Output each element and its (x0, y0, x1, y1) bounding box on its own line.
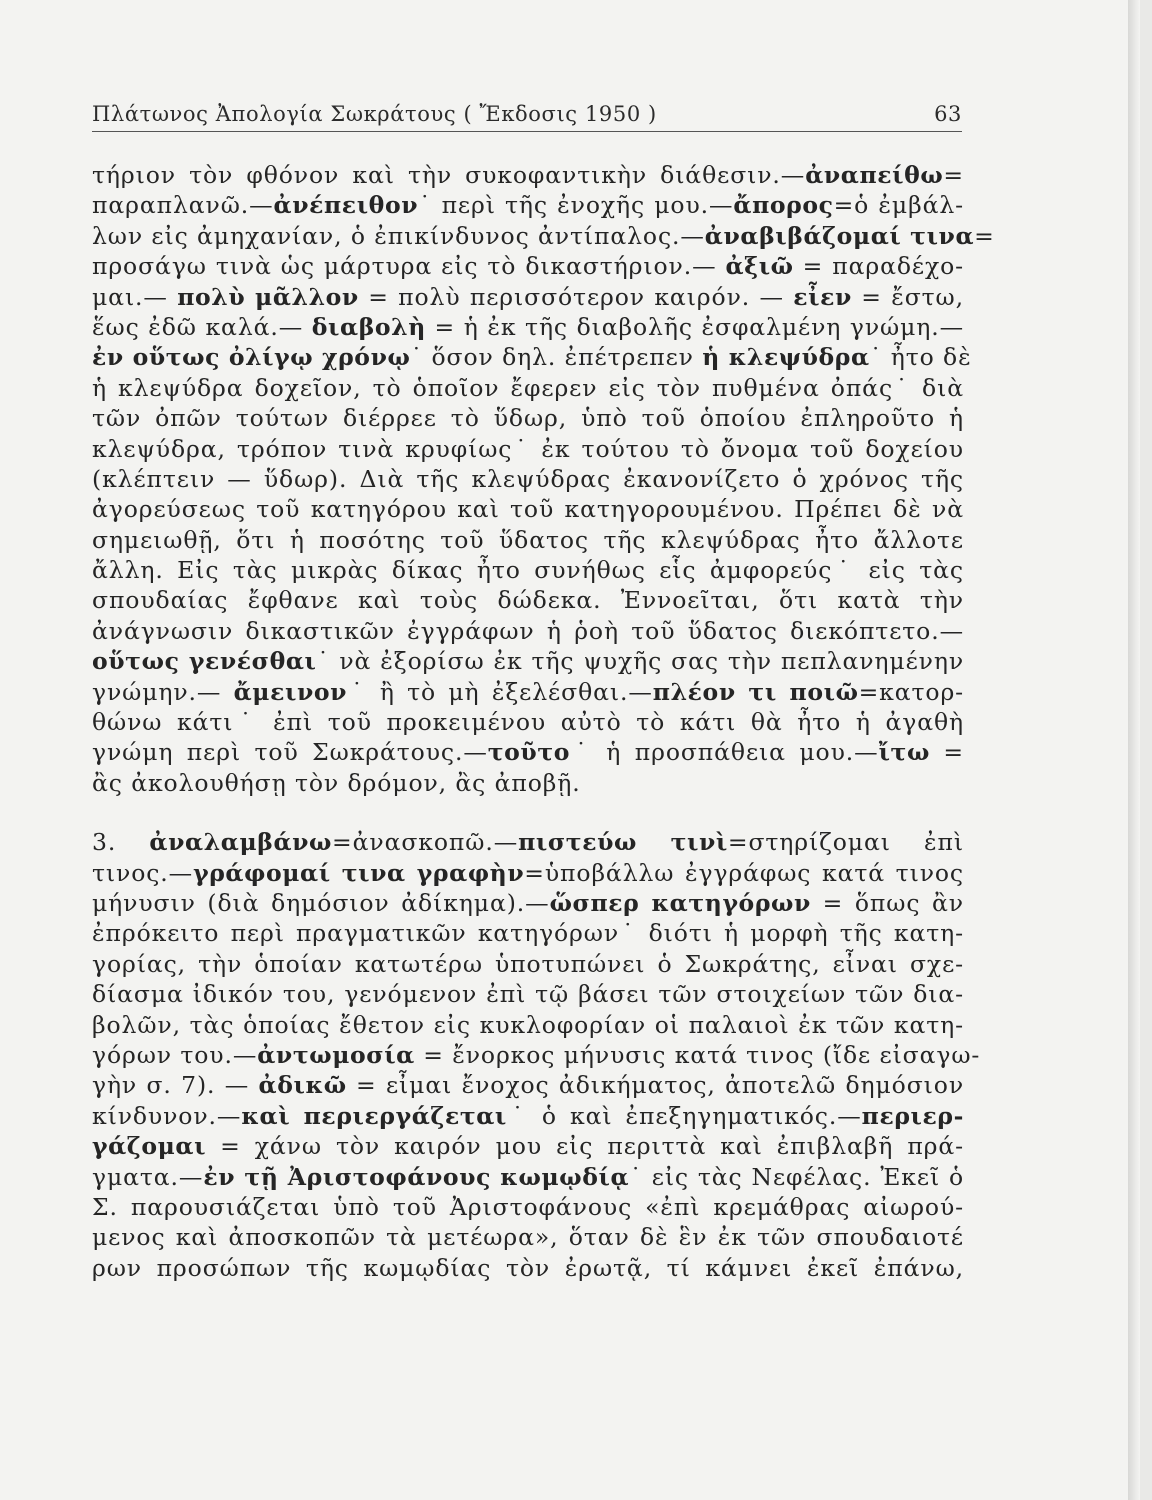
text-line (92, 434, 964, 464)
text-line (92, 1253, 964, 1283)
headword: γάζομαι (92, 1132, 207, 1161)
gloss-text: τήριον τὸν φθόνον καὶ τὴν συκοφαντικὴν διάθεσιν.— (92, 161, 806, 189)
gloss-text: ˙ ὁ καὶ ἐπεξηγηματικός.— (506, 1101, 862, 1130)
gloss-text: =ἀνασκοπῶ.— (332, 828, 519, 857)
text-line (92, 494, 964, 524)
gloss-text: =ὑποβάλλω ἐγγράφως κατά τινος (524, 858, 964, 887)
text-line (92, 251, 964, 281)
headword: ἀναβιβάζομαί τινα (704, 221, 975, 250)
text-line (92, 888, 964, 918)
text-line (92, 858, 964, 888)
gloss-text: ἂς ἀκολουθήσῃ τὸν δρόμον, ἂς ἀποβῇ. (92, 768, 581, 797)
gloss-text: ˙ ὅσον δηλ. ἐπέτρεπεν (410, 343, 703, 372)
text-line (92, 342, 972, 372)
text-line (92, 616, 964, 646)
gloss-text: = εἶμαι ἔνοχος ἀδικήματος, ἀποτελῶ δημόσιον (346, 1071, 964, 1100)
page-number: 63 (934, 102, 962, 126)
gloss-text: ˙ περὶ τῆς ἐνοχῆς μου.— (418, 191, 734, 220)
gloss-text: = ἡ ἐκ τῆς διαβολῆς ἐσφαλμένη γνώμη.— (425, 312, 964, 341)
gloss-text: (κλέπτειν — ὕδωρ). Διὰ τῆς κλεψύδρας ἐκανονίζετο ὁ χρόνος τῆς (92, 464, 964, 493)
text-line (92, 221, 995, 251)
headword: ἀναλαμβάνω (149, 828, 333, 857)
gloss-text: = (943, 161, 964, 189)
text-line (92, 585, 964, 615)
gloss-text: γνώμην.— (92, 677, 234, 706)
gloss-text: ἕως ἐδῶ καλά.— (92, 312, 312, 341)
text-line (92, 1040, 981, 1070)
text-line (92, 949, 964, 979)
text-line (92, 1101, 964, 1131)
headword: ἀντωμοσία (257, 1040, 415, 1069)
text-line (92, 768, 964, 798)
gloss-text: = παραδέχο- (793, 252, 964, 281)
headword: ἡ κλεψύδρα (702, 343, 870, 372)
gloss-text: ἐπρόκειτο περὶ πραγματικῶν κατηγόρων˙ διότι ἡ μορφὴ τῆς κατη- (92, 919, 964, 948)
gloss-text: γόρων του.— (92, 1040, 258, 1069)
text-line (92, 707, 964, 737)
gloss-text: Σ. παρουσιάζεται ὑπὸ τοῦ Ἀριστοφάνους «ἐπὶ κρεμάθρας αἰωρού- (92, 1192, 964, 1221)
text-line (92, 677, 964, 707)
headword: ἀξιῶ (725, 252, 794, 281)
text-line (92, 1131, 964, 1161)
gloss-text: = χάνω τὸν καιρόν μου εἰς περιττὰ καὶ ἐπιβλαβῆ πρά- (206, 1132, 964, 1161)
gloss-text: παραπλανῶ.— (92, 191, 274, 220)
headword: περιερ- (861, 1101, 964, 1130)
text-line (92, 646, 964, 676)
gloss-text: μενος καὶ ἀποσκοπῶν τὰ μετέωρα», ὅταν δὲ ἓν ἐκ τῶν σπουδαιοτέ (92, 1223, 964, 1252)
header-rule (92, 131, 962, 132)
headword: διαβολὴ (311, 312, 426, 341)
headword: οὕτως γενέσθαι (92, 647, 317, 676)
headword: ἄπορος (733, 191, 834, 220)
text-line (92, 373, 964, 403)
text-line (92, 979, 964, 1009)
gloss-text: γορίας, τὴν ὁποίαν κατωτέρω ὑποτυπώνει ὁ Σωκράτης, εἶναι σχε- (92, 949, 964, 978)
headword: εἶεν (793, 282, 852, 311)
gloss-text: κλεψύδρα, τρόπον τινὰ κρυφίως˙ ἐκ τούτου τὸ ὄνομα τοῦ δοχείου (92, 434, 964, 463)
running-header (92, 102, 962, 126)
gloss-text: 3. (92, 828, 150, 857)
headword: ἐν οὕτως ὀλίγῳ χρόνῳ (92, 343, 411, 372)
text-line (92, 312, 964, 342)
gloss-text: μήνυσιν (διὰ δημόσιον ἀδίκημα).— (92, 888, 550, 917)
page-edge (1128, 0, 1140, 1500)
gloss-text: = (929, 738, 964, 767)
text-line (92, 918, 964, 948)
gloss-text: ˙ ἦτο δὲ (869, 343, 972, 372)
gloss-text: τινος.— (92, 858, 194, 887)
gloss-text: μαι.— (92, 282, 178, 311)
headword: καὶ περιεργάζεται (241, 1101, 507, 1130)
text-line (92, 737, 964, 767)
gloss-text: ἀνάγνωσιν δικαστικῶν ἐγγράφων ἡ ῥοὴ τοῦ ὕδατος διεκόπτετο.— (92, 616, 964, 645)
headword: πολὺ μᾶλλον (177, 282, 359, 311)
text-line (92, 1222, 964, 1252)
text-line (92, 464, 964, 494)
gloss-text: ἄλλη. Εἰς τὰς μικρὰς δίκας ἦτο συνήθως εἷς ἀμφορεύς˙ εἰς τὰς (92, 556, 964, 585)
gloss-text: =ὁ ἐμβάλ- (833, 191, 964, 220)
gloss-text: = πολὺ περισσότερον καιρόν. — (358, 282, 794, 311)
gloss-text: κίνδυνον.— (92, 1101, 242, 1130)
headword: ἀνέπειθον (273, 191, 419, 220)
text-line (92, 403, 964, 433)
gloss-text: σπουδαίας ἔφθανε καὶ τοὺς δώδεκα. Ἐννοεῖται, ὅτι κατὰ τὴν (92, 586, 964, 615)
text-line (92, 1070, 964, 1100)
commentary-text (92, 160, 995, 1283)
gloss-text: προσάγω τινὰ ὡς μάρτυρα εἰς τὸ δικαστήριον.— (92, 252, 726, 281)
headword: ἄμεινον (233, 677, 348, 706)
text-line (92, 160, 964, 190)
headword: γράφομαί τινα γραφὴν (193, 858, 525, 887)
gloss-text: δίασμα ἰδικόν του, γενόμενον ἐπὶ τῷ βάσει τῶν στοιχείων τῶν δια- (92, 980, 964, 1009)
text-line (92, 1192, 964, 1222)
gloss-text: ἡ κλεψύδρα δοχεῖον, τὸ ὁποῖον ἔφερεν εἰς τὸν πυθμένα ὀπάς˙ διὰ (92, 373, 964, 402)
headword: ἀναπείθω (805, 161, 944, 189)
gloss-text: τῶν ὀπῶν τούτων διέρρεε τὸ ὕδωρ, ὑπὸ τοῦ ὁποίου ἐπληροῦτο ἡ (92, 404, 964, 433)
gloss-text: = (974, 221, 995, 250)
text-line (92, 190, 964, 220)
headword: ὥσπερ κατηγόρων (549, 888, 811, 917)
gloss-text: σημειωθῇ, ὅτι ἡ ποσότης τοῦ ὕδατος τῆς κλεψύδρας ἦτο ἄλλοτε (92, 525, 964, 554)
headword: πιστεύω τινὶ (518, 828, 728, 857)
text-line (92, 1162, 964, 1192)
headword: πλέον τι ποιῶ (652, 677, 859, 706)
gloss-text: ˙ εἰς τὰς Νεφέλας. Ἐκεῖ ὁ (629, 1162, 964, 1191)
gloss-text: ˙ ἢ τὸ μὴ ἐξελέσθαι.— (347, 677, 653, 706)
gloss-text: ἀγορεύσεως τοῦ κατηγόρου καὶ τοῦ κατηγορουμένου. Πρέπει δὲ νὰ (92, 495, 964, 524)
headword: τοῦτο (487, 738, 571, 767)
gloss-text: γματα.— (92, 1162, 204, 1191)
gloss-text: = ἔστω, (851, 282, 964, 311)
headword: ἀδικῶ (258, 1071, 347, 1100)
text-line (92, 282, 964, 312)
gloss-text: γὴν σ. 7). — (92, 1071, 259, 1100)
text-line (92, 1010, 964, 1040)
gloss-text: =κατορ- (858, 677, 965, 706)
gloss-text: λων εἰς ἀμηχανίαν, ὁ ἐπικίνδυνος ἀντίπαλος.— (92, 221, 705, 250)
gloss-text: = ἔνορκος μήνυσις κατά τινος (ἴδε εἰσαγω- (414, 1040, 981, 1069)
gloss-text: θώνω κάτι˙ ἐπὶ τοῦ προκειμένου αὐτὸ τὸ κάτι θὰ ἦτο ἡ ἀγαθὴ (92, 708, 964, 737)
gloss-text: βολῶν, τὰς ὁποίας ἔθετον εἰς κυκλοφορίαν οἱ παλαιοὶ ἐκ τῶν κατη- (92, 1010, 964, 1039)
gloss-text: γνώμη περὶ τοῦ Σωκράτους.— (92, 738, 488, 767)
text-line (92, 555, 964, 585)
gloss-text: ρων προσώπων τῆς κωμῳδίας τὸν ἐρωτᾷ, τί κάμνει ἐκεῖ ἐπάνω, (92, 1253, 964, 1282)
gloss-text: = ὅπως ἂν (810, 888, 964, 917)
headword: ἐν τῇ Ἀριστοφάνους κωμῳδίᾳ (203, 1162, 630, 1191)
text-line (92, 827, 964, 857)
gloss-text: ˙ νὰ ἐξορίσω ἐκ τῆς ψυχῆς σας τὴν πεπλανημένην (316, 647, 965, 676)
headword: ἴτω (878, 738, 930, 767)
gloss-text: =στηρίζομαι ἐπὶ (727, 828, 965, 857)
text-line (92, 525, 964, 555)
gloss-text: ˙ ἡ προσπάθεια μου.— (570, 738, 879, 767)
running-title: Πλάτωνος Ἀπολογία Σωκράτους ( Ἔκδοσις 1950 ) (92, 102, 657, 126)
